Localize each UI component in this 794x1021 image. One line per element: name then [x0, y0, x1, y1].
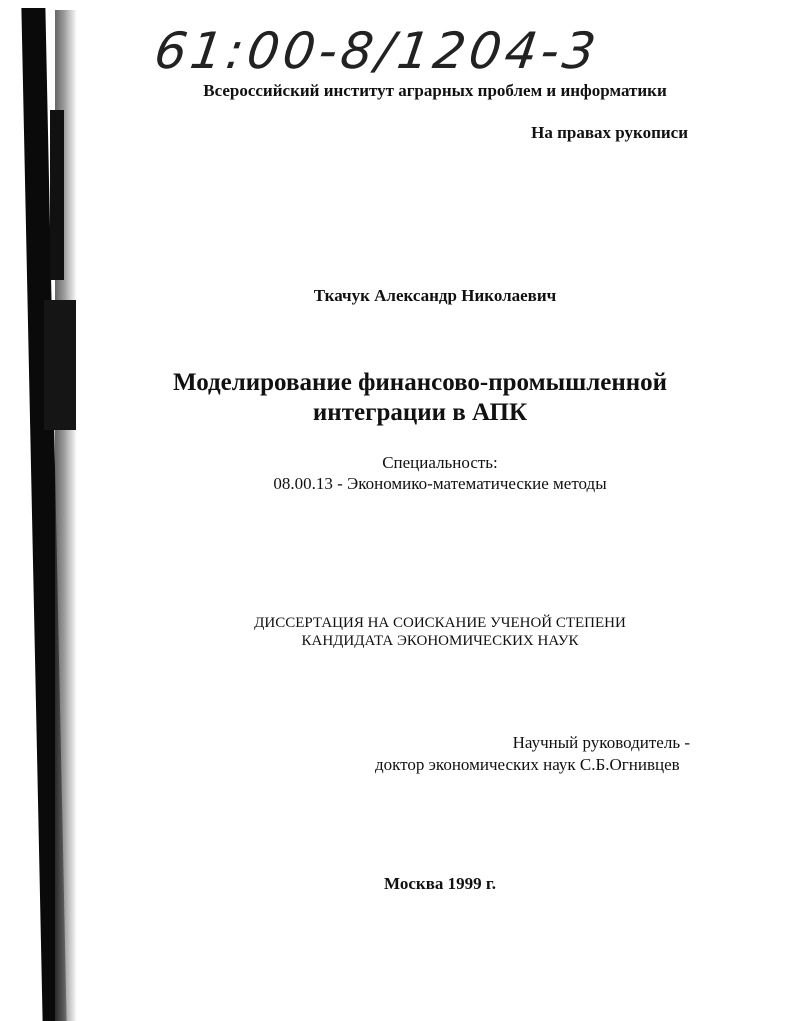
- supervisor-name: доктор экономических наук С.Б.Огнивцев: [375, 755, 680, 774]
- city-year: Москва 1999 г.: [384, 874, 496, 893]
- supervisor-label: Научный руководитель -: [512, 733, 690, 752]
- degree-line: ДИССЕРТАЦИЯ НА СОИСКАНИЕ УЧЕНОЙ СТЕПЕНИ: [254, 615, 626, 631]
- degree-line: КАНДИДАТА ЭКОНОМИЧЕСКИХ НАУК: [301, 633, 579, 649]
- dissertation-title: [120, 368, 720, 428]
- specialty: 08.00.13 - Экономико-математические методы: [273, 474, 607, 493]
- degree-statement: [190, 614, 690, 650]
- title-line: Моделирование финансово-промышленной: [172, 369, 668, 396]
- manuscript-note: На правах рукописи: [531, 123, 688, 142]
- author-name: Ткачук Александр Николаевич: [313, 286, 557, 305]
- title-line: интеграции в АПК: [312, 399, 528, 426]
- handwritten-code: 61:00-8/1204-3: [150, 22, 603, 80]
- institute-name: Всероссийский институт аграрных проблем и информатики: [203, 81, 667, 100]
- binding-mark: [44, 300, 76, 430]
- specialty-label: Специальность:: [382, 453, 498, 472]
- binding-mark: [50, 110, 64, 280]
